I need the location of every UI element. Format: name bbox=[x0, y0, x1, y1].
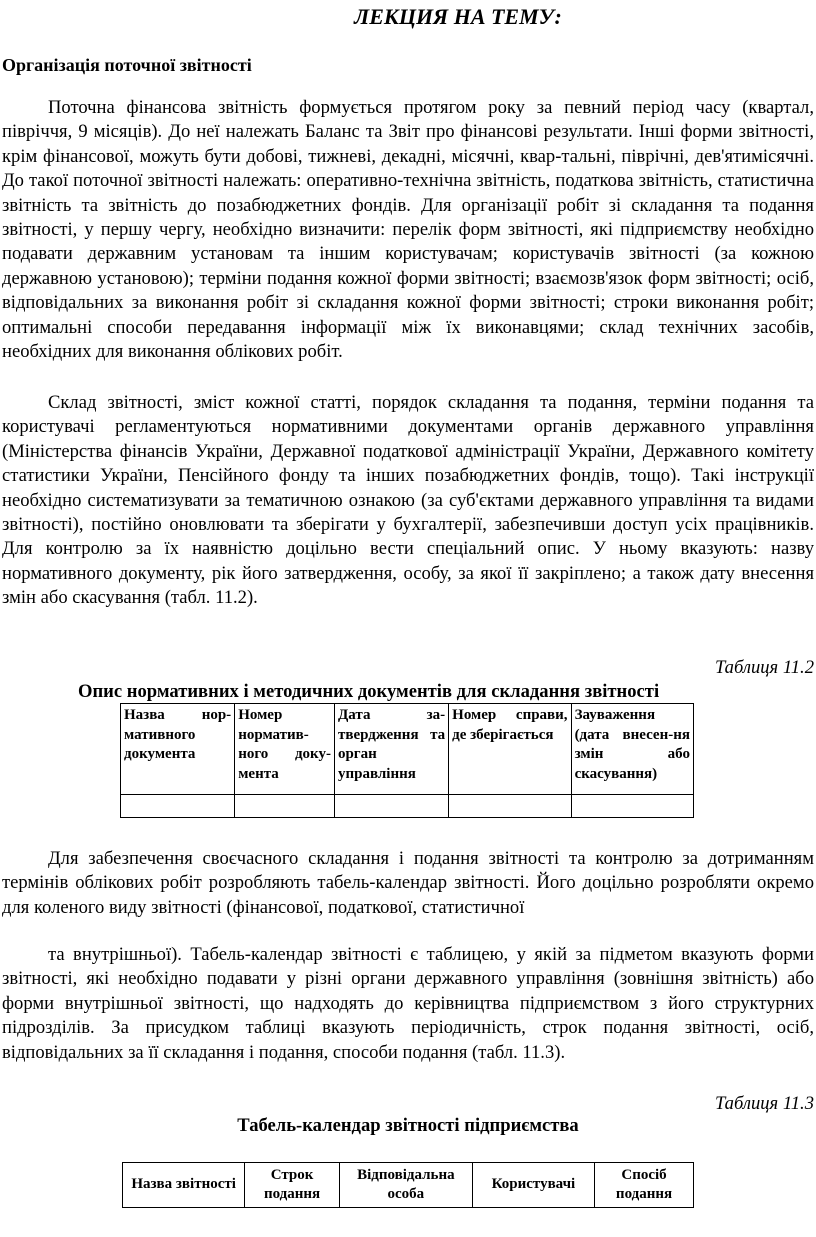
paragraph-2: Склад звітності, зміст кожної статті, порядок складання та подання, терміни подання та користувачі регламентуються нормативними документами органів державного управління (Міністерства фінансів України, Державної податкової адміністрації України, Державного комітету статистики України, Пенсійного фонду та інших позабюджетних фондів, тощо). Такі інструкції необхідно систематизувати за тематичною ознакою (за суб'єктами державного управління та видами звітності), постійно оновлювати та зберігати у бухгалтерії, забезпечивши доступ усіх працівників. Для контролю за їх наявністю доцільно вести спеціальний опис. У ньому вказують: назву нормативного документу, рік його затвердження, особу, за якої її закріплено; а також дату внесення змін або скасування (табл. 11.2). bbox=[2, 392, 814, 609]
table-row bbox=[121, 795, 694, 818]
header-cell: Зауваження (дата внесен-ня змін або скасування) bbox=[571, 704, 693, 795]
header-cell: Назва звітності bbox=[123, 1163, 245, 1208]
table-11-2-title: Опис нормативних і методичних документів для складання звітності bbox=[78, 681, 660, 702]
header-cell: Відповідальна особа bbox=[339, 1163, 472, 1208]
header-cell: Дата за-твердження та орган управління bbox=[334, 704, 448, 795]
section-heading: Організація поточної звітності bbox=[2, 55, 252, 75]
table-11-2-caption: Таблиця 11.2 bbox=[714, 657, 814, 678]
header-cell: Номер норматив-ного доку-мента bbox=[235, 704, 335, 795]
header-cell: Користувачі bbox=[472, 1163, 594, 1208]
paragraph-3: Для забезпечення своєчасного складання і подання звітності та контролю за дотриманням термінів облікових робіт розробляють табель-календар звітності. Його доцільно розробляти окремо для коленого виду звітності (фінансової, податкової, статистичної bbox=[2, 848, 814, 918]
table-11-3 bbox=[122, 1162, 694, 1208]
empty-cell bbox=[449, 795, 571, 818]
paragraph-1: Поточна фінансова звітність формується протягом року за певний період часу (квартал, півріччя, 9 місяців). До неї належать Баланс та Звіт про фінансові результати. Інші форми звітності, крім фінансової, можуть бути добові, тижневі, декадні, місячні, квар-тальні, піврічні, дев'ятимісячні. До такої поточної звітності належать: оперативно-технічна звітність, податкова звітність, статистична звітність та звітність до позабюджетних фондів. Для організації робіт зі складання та подання звітності, у першу чергу, необхідно визначити: перелік форм звітності, які підприємству необхідно подавати державним установам та іншим користувачам; користувачів звітності (за кожною державною установою); терміни подання кожної форми звітності; взаємозв'язок форм звітності; осіб, відповідальних за виконання робіт зі складання кожної форми звітності; строки виконання робіт; оптимальні способи передавання інформації між їх виконавцями; склад технічних засобів, необхідних для виконання облікових робіт. bbox=[2, 97, 814, 363]
header-cell: Назва нор-мативного документа bbox=[121, 704, 235, 795]
header-cell: Номер справи, де зберігається bbox=[449, 704, 571, 795]
empty-cell bbox=[571, 795, 693, 818]
table-header-row bbox=[121, 704, 694, 795]
header-cell: Спосіб подання bbox=[595, 1163, 694, 1208]
header-cell: Строк подання bbox=[245, 1163, 340, 1208]
table-11-2 bbox=[120, 703, 694, 818]
table-header-row bbox=[123, 1163, 694, 1208]
empty-cell bbox=[334, 795, 448, 818]
empty-cell bbox=[121, 795, 235, 818]
table-11-3-title: Табель-календар звітності підприємства bbox=[237, 1115, 579, 1136]
empty-cell bbox=[235, 795, 335, 818]
table-11-3-caption: Таблиця 11.3 bbox=[714, 1093, 814, 1114]
lecture-title: ЛЕКЦИЯ НА ТЕМУ: bbox=[354, 4, 562, 29]
paragraph-4: та внутрішньої). Табель-календар звітності є таблицею, у якій за підметом вказують форми звітності, які необхідно подавати у різні органи державного управління (зовнішня звітність) або форми внутрішньої звітності, що надходять до керівництва підприємством з його структурних підрозділів. За присудком таблиці вказують періодичність, строк подання звітності, осіб, відповідальних за її складання і подання, способи подання (табл. 11.3). bbox=[2, 944, 814, 1063]
